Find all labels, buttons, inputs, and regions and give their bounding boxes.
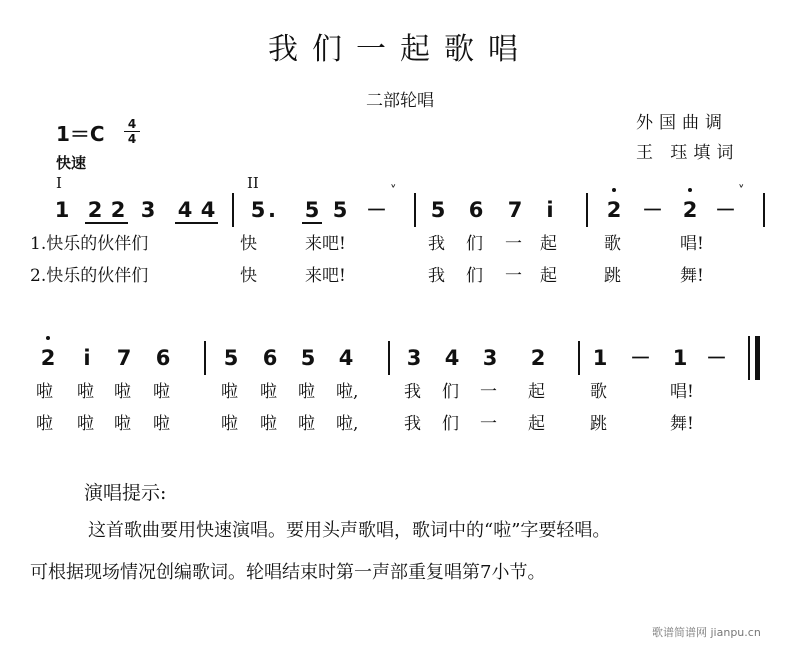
lyric: 啦 [260,414,277,434]
lyric: 啦 [260,382,277,402]
note: 5 [300,346,316,370]
octave-dot [46,336,50,340]
lyric: 们 [442,414,459,434]
augmentation-dot: . [268,198,276,222]
lyric: 啦 [36,414,53,434]
note: 5 [304,198,320,222]
barline [204,341,206,375]
note: 5 [430,198,446,222]
time-signature [124,118,140,145]
lyric: 来吧! [305,266,346,286]
note: 7 [116,346,132,370]
lyric: 啦 [36,382,53,402]
lyric: 快 [240,266,257,286]
lyric: 我 [428,266,445,286]
lyric: 啦 [221,414,238,434]
lyric: 歌 [590,382,607,402]
final-barline-thick [755,336,760,380]
note: 5 [250,198,266,222]
lyric: 舞! [680,266,704,286]
lyric: 啦, [336,414,359,434]
voice-one-mark: I [56,174,62,192]
lyric: 们 [466,266,483,286]
note: 5 [223,346,239,370]
lyric: 起 [528,414,545,434]
voice-two-mark: II [247,174,259,192]
hints-title: 演唱提示: [84,482,167,504]
octave-dot [688,188,692,192]
lyric: 我 [404,382,421,402]
lyric: 一 [505,234,522,254]
eighth-beam [175,222,218,224]
song-title: 我们一起歌唱 [268,32,532,67]
note: i [546,198,554,222]
note: 3 [406,346,422,370]
eighth-beam [302,222,322,224]
time-signature-top: 4 [127,117,137,131]
music-credit: 外国曲调 [636,113,728,133]
song-subtitle: 二部轮唱 [366,91,434,111]
lyric: 1.快乐的伙伴们 [30,234,149,254]
note: 6 [468,198,484,222]
barline [232,193,234,227]
lyric: 来吧! [305,234,346,254]
note: 2 [87,198,103,222]
octave-dot [612,188,616,192]
lyric: 一 [480,414,497,434]
note: 4 [177,198,193,222]
note: 2 [530,346,546,370]
lyric: 啦, [336,382,359,402]
lyric: 啦 [114,414,131,434]
note: 3 [482,346,498,370]
lyric: 啦 [153,414,170,434]
time-signature-bottom: 4 [127,132,137,146]
lyric: 啦 [298,382,315,402]
dash: － [366,198,387,222]
lyric: 们 [442,382,459,402]
note: 2 [110,198,126,222]
lyric: 唱! [680,234,704,254]
lyric: 啦 [298,414,315,434]
note: 2 [40,346,56,370]
hint-line: 可根据现场情况创编歌词。轮唱结束时第一声部重复唱第7小节。 [30,562,546,583]
lyric: 起 [540,234,557,254]
lyric: 跳 [590,414,607,434]
dash: － [642,198,663,222]
tempo-marking: 快速 [56,154,87,172]
lyric: 一 [505,266,522,286]
breath-mark: ˅ [390,184,397,199]
watermark: 歌谱简谱网 jianpu.cn [652,626,761,639]
lyric: 快 [240,234,257,254]
barline [763,193,765,227]
note: 1 [592,346,608,370]
note: 2 [682,198,698,222]
breath-mark: ˅ [738,184,745,199]
lyric: 一 [480,382,497,402]
hint-line: 这首歌曲要用快速演唱。要用头声歌唱，歌词中的“啦”字要轻唱。 [88,520,611,541]
lyric: 啦 [114,382,131,402]
lyric: 起 [528,382,545,402]
note: 5 [332,198,348,222]
note: 1 [672,346,688,370]
final-barline-thin [748,336,750,380]
lyric: 我 [404,414,421,434]
eighth-beam [85,222,128,224]
lyric: 们 [466,234,483,254]
key-signature: 1＝C [56,122,105,146]
note: 4 [338,346,354,370]
barline [578,341,580,375]
lyric: 唱! [670,382,694,402]
lyrics-credit: 王 珏填词 [636,143,740,163]
lyric: 啦 [221,382,238,402]
note: 4 [200,198,216,222]
lyric: 啦 [77,382,94,402]
lyric: 跳 [604,266,621,286]
lyric: 舞! [670,414,694,434]
dash: － [706,346,727,370]
barline [388,341,390,375]
lyric: 我 [428,234,445,254]
lyric: 歌 [604,234,621,254]
note: 1 [54,198,70,222]
lyric: 2.快乐的伙伴们 [30,266,149,286]
note: 2 [606,198,622,222]
dash: － [630,346,651,370]
dash: － [715,198,736,222]
lyric: 起 [540,266,557,286]
lyric: 啦 [77,414,94,434]
note: 6 [262,346,278,370]
note: 4 [444,346,460,370]
note: 6 [155,346,171,370]
barline [414,193,416,227]
note: i [83,346,91,370]
lyric: 啦 [153,382,170,402]
barline [586,193,588,227]
note: 7 [507,198,523,222]
note: 3 [140,198,156,222]
